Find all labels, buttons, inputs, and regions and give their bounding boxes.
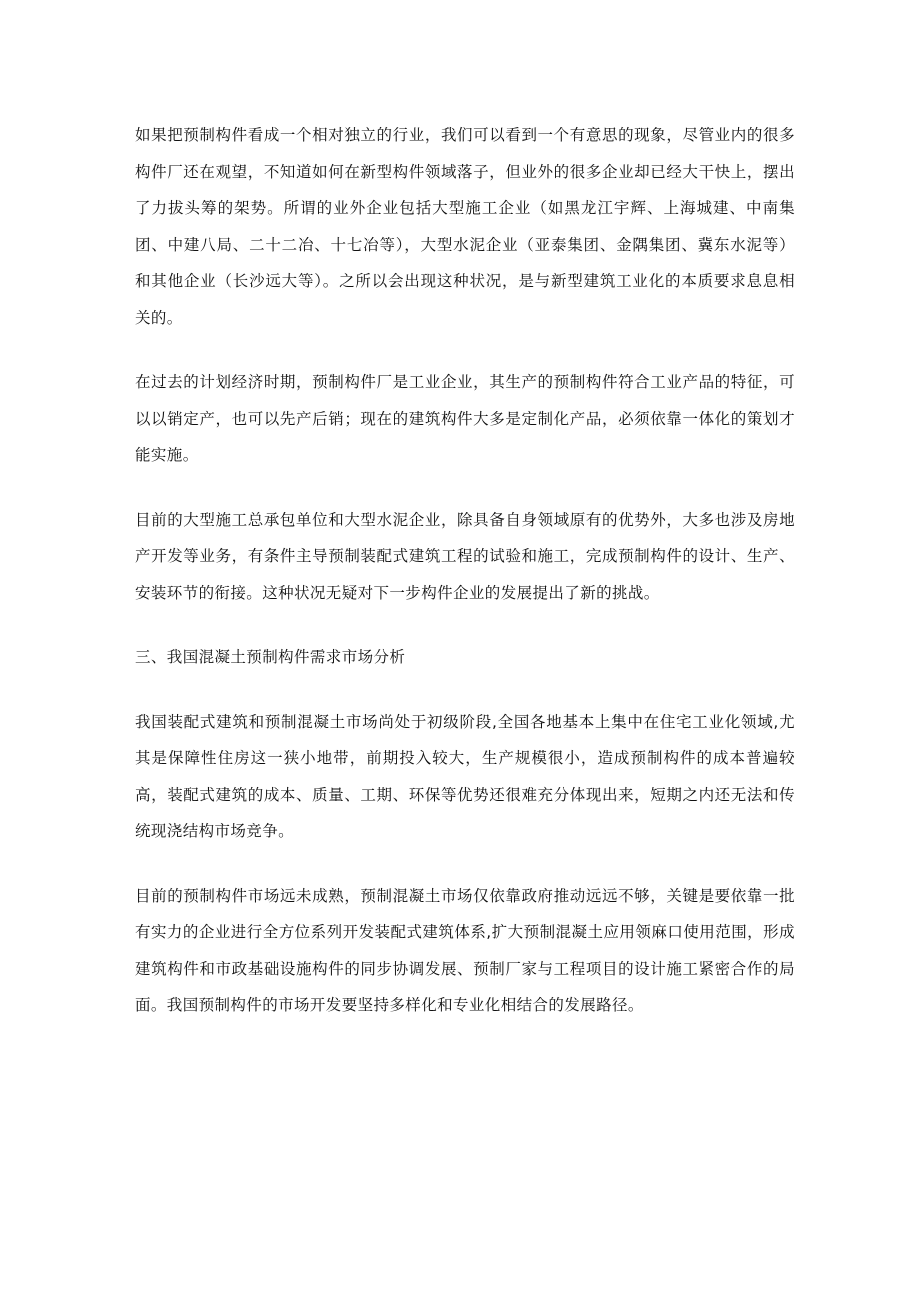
paragraph-market-development: 目前的预制构件市场远未成熟，预制混凝土市场仅依靠政府推动远远不够，关键是要依靠一批有实力的企业进行全方位系列开发装配式建筑体系,扩大预制混凝土应用领麻口使用范围，形成建筑构件和市政基础设施构件的同步协调发展、预制厂家与工程项目的设计施工紧密合作的局面。我国预制构件的市场开发要坚持多样化和专业化相结合的发展路径。 xyxy=(135,886,795,1014)
paragraph-planned-economy: 在过去的计划经济时期，预制构件厂是工业企业，其生产的预制构件符合工业产品的特征，可以以销定产，也可以先产后销；现在的建筑构件大多是定制化产品，必须依靠一体化的策划才能实施。 xyxy=(135,373,795,464)
paragraph-market-stage: 我国装配式建筑和预制混凝土市场尚处于初级阶段,全国各地基本上集中在住宅工业化领域,尤其是保障性住房这一狭小地带，前期投入较大，生产规模很小，造成预制构件的成本普遍较高，装配式建筑的成本、质量、工期、环保等优势还很难充分体现出来，短期之内还无法和传统现浇结构市场竞争。 xyxy=(135,712,795,840)
document-body xyxy=(135,117,795,1052)
section-heading: 三、我国混凝土预制构件需求市场分析 xyxy=(135,648,406,666)
paragraph-industry-outsiders: 如果把预制构件看成一个相对独立的行业，我们可以看到一个有意思的现象，尽管业内的很多构件厂还在观望，不知道如何在新型构件领域落子，但业外的很多企业却已经大干快上，摆出了力拔头筹的架势。所谓的业外企业包括大型施工企业（如黑龙江宇辉、上海城建、中南集团、中建八局、二十二冶、十七冶等），大型水泥企业（亚泰集团、金隅集团、冀东水泥等）和其他企业（长沙远大等）。之所以会出现这种状况，是与新型建筑工业化的本质要求息息相关的。 xyxy=(135,126,795,327)
paragraph-large-contractors: 目前的大型施工总承包单位和大型水泥企业，除具备自身领域原有的优势外，大多也涉及房地产开发等业务，有条件主导预制装配式建筑工程的试验和施工，完成预制构件的设计、生产、安装环节的衔接。这种状况无疑对下一步构件企业的发展提出了新的挑战。 xyxy=(135,510,795,602)
